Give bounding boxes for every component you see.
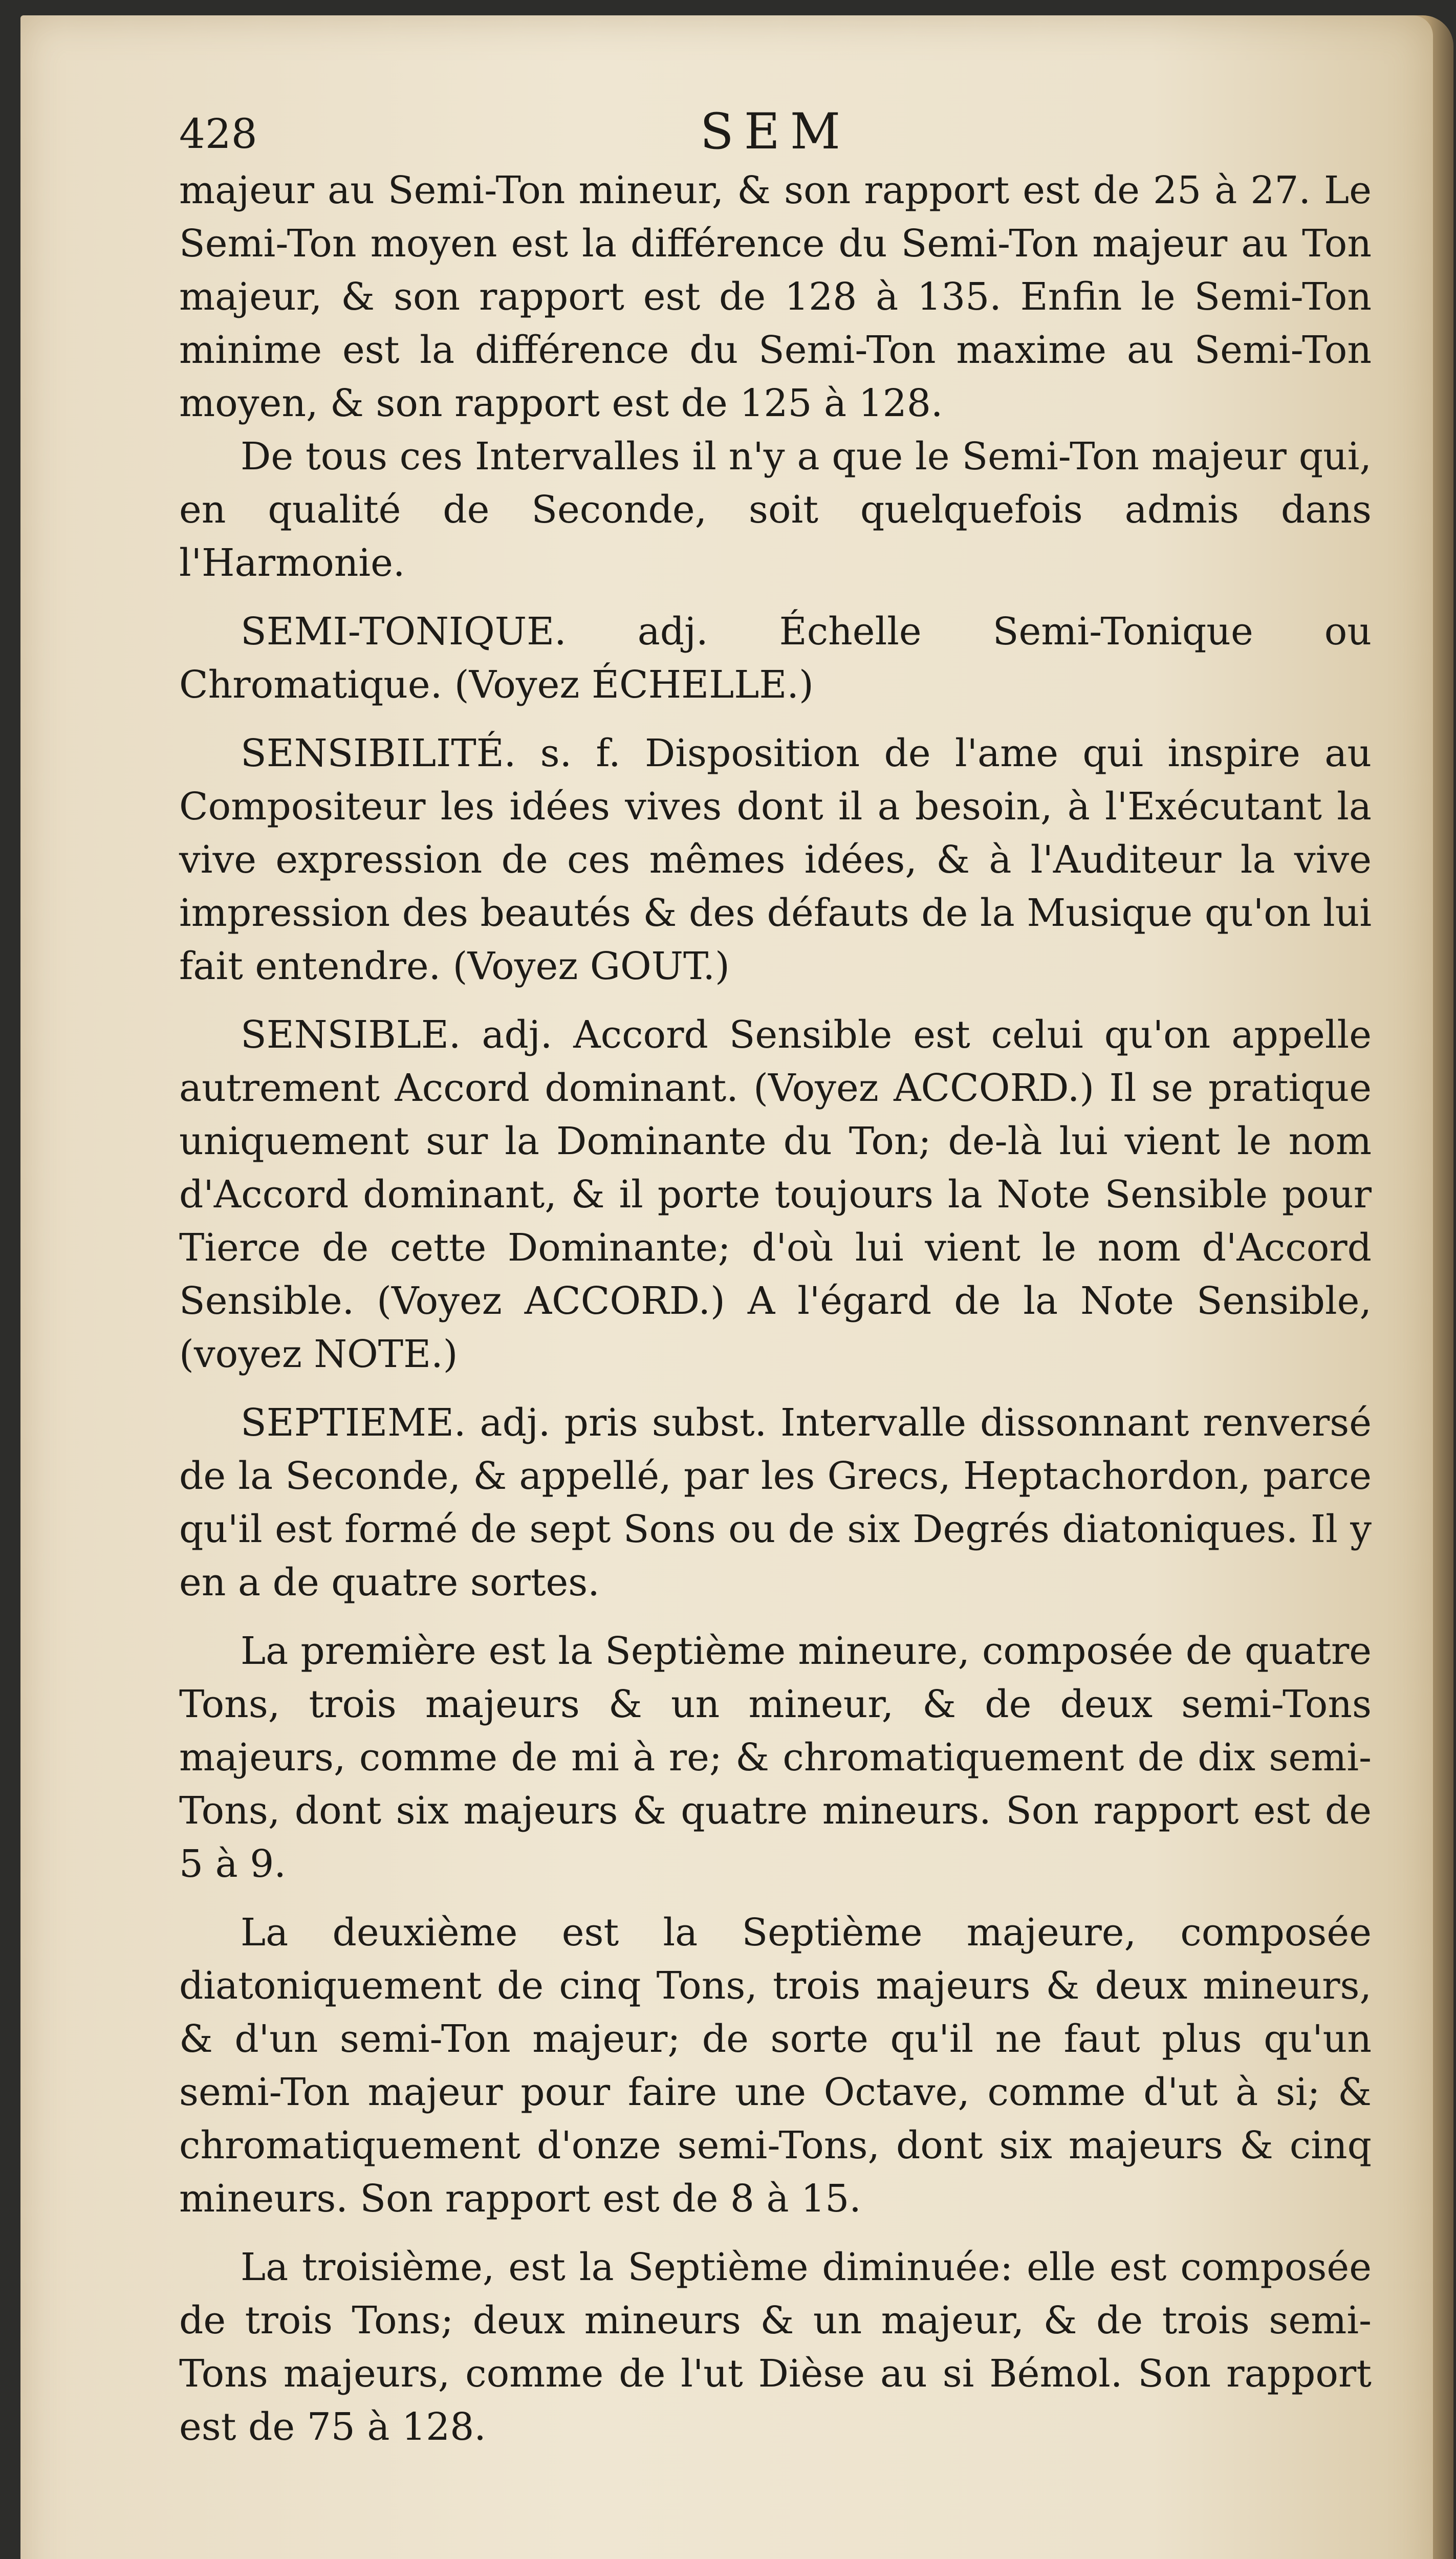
page-number: 428 [179, 110, 257, 158]
paragraph-septieme-majeure: La deuxième est la Septième majeure, composée diatoniquement de cinq Tons, trois majeurs & deux mineurs, & d'un semi-Ton majeur; de sorte qu'il ne faut plus qu'un semi-Ton majeur pour faire une Octave, comme d'ut à si; & chromatiquement d'onze semi-Tons, dont six majeurs & cinq mineurs. Son rapport est de 8 à 15. [179, 1911, 1372, 2221]
page-content [179, 102, 1372, 2454]
entry-sensible: SENSIBLE. adj. Accord Sensible est celui qu'on appelle autrement Accord dominant. (Voyez ACCORD.) Il se pratique uniquement sur la Dominante du Ton; de-là lui vient le nom d'Accord dominant, & il porte toujours la Note Sensible pour Tierce de cette Dominante; d'où lui vient le nom d'Accord Sensible. (Voyez ACCORD.) A l'égard de la Note Sensible, (voyez NOTE.) [179, 1013, 1372, 1376]
entry-sensibilite: SENSIBILITÉ. s. f. Disposition de l'ame qui inspire au Compositeur les idées vives dont il a besoin, à l'Exécutant la vive expression de ces mêmes idées, & à l'Auditeur la vive impression des beautés & des défauts de la Musique qu'on lui fait entendre. (Voyez GOUT.) [179, 731, 1372, 988]
paragraph-semi-ton-harmonie: De tous ces Intervalles il n'y a que le Semi-Ton majeur qui, en qualité de Seconde, soit quelquefois admis dans l'Harmonie. [179, 435, 1372, 585]
paragraph-continuation: majeur au Semi-Ton mineur, & son rapport est de 25 à 27. Le Semi-Ton moyen est la différence du Semi-Ton majeur au Ton majeur, & son rapport est de 128 à 135. Enfin le Semi-Ton minime est la différence du Semi-Ton maxime au Semi-Ton moyen, & son rapport est de 125 à 128. [179, 168, 1372, 425]
entry-septieme: SEPTIEME. adj. pris subst. Intervalle dissonnant renversé de la Seconde, & appellé, par les Grecs, Heptachordon, parce qu'il est formé de sept Sons ou de six Degrés diatoniques. Il y en a de quatre sortes. [179, 1401, 1372, 1604]
page-header [179, 102, 1372, 164]
paragraph-septieme-mineure: La première est la Septième mineure, composée de quatre Tons, trois majeurs & un mineur, & de deux semi-Tons majeurs, comme de mi à re; & chromatiquement de dix semi-Tons, dont six majeurs & quatre mineurs. Son rapport est de 5 à 9. [179, 1629, 1372, 1886]
paragraph-septieme-diminuee: La troisième, est la Septième diminuée: elle est composée de trois Tons; deux mineurs & un majeur, & de trois semi-Tons majeurs, comme de l'ut Dièse au si Bémol. Son rapport est de 75 à 128. [179, 2245, 1372, 2449]
running-head: SEM [700, 103, 851, 160]
entry-semi-tonique: SEMI-TONIQUE. adj. Échelle Semi-Tonique ou Chromatique. (Voyez ÉCHELLE.) [179, 610, 1372, 707]
